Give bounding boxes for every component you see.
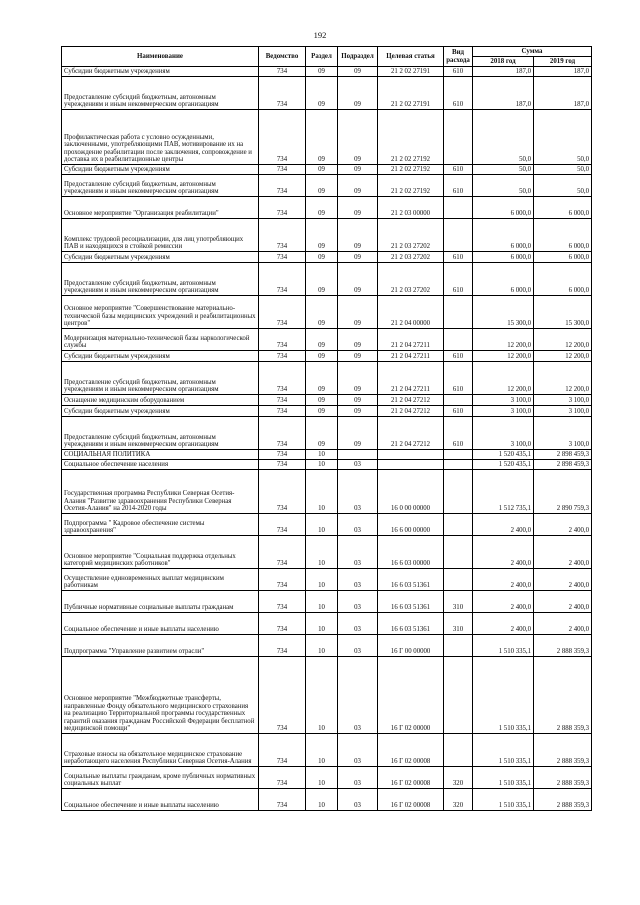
table-row bbox=[62, 470, 592, 514]
row-sum-2019: 3 100,0 bbox=[534, 406, 592, 417]
row-subsection: 09 bbox=[338, 296, 378, 329]
row-name: Социальное обеспечение и иные выплаты населению bbox=[62, 789, 259, 811]
row-expense-type bbox=[444, 514, 473, 536]
row-target-article: 16 6 03 51361 bbox=[378, 613, 444, 635]
row-target-article: 16 Г 02 00000 bbox=[378, 657, 444, 734]
row-sum-2019: 2 898 459,3 bbox=[534, 450, 592, 460]
row-expense-type bbox=[444, 329, 473, 351]
row-sum-2018: 6 000,0 bbox=[473, 197, 534, 219]
table-row bbox=[62, 263, 592, 296]
row-department: 734 bbox=[259, 197, 306, 219]
table-row bbox=[62, 329, 592, 351]
row-section: 09 bbox=[306, 252, 338, 263]
row-department: 734 bbox=[259, 470, 306, 514]
row-department: 734 bbox=[259, 67, 306, 77]
row-expense-type bbox=[444, 219, 473, 252]
row-subsection: 03 bbox=[338, 470, 378, 514]
row-sum-2019: 2 890 759,3 bbox=[534, 470, 592, 514]
row-target-article: 21 2 02 27191 bbox=[378, 77, 444, 110]
header-section: Раздел bbox=[306, 47, 338, 67]
row-sum-2018: 6 000,0 bbox=[473, 263, 534, 296]
row-sum-2018: 2 400,0 bbox=[473, 613, 534, 635]
row-name: Субсидии бюджетным учреждениям bbox=[62, 67, 259, 77]
header-department: Ведомство bbox=[259, 47, 306, 67]
header-year-2018: 2018 год bbox=[473, 57, 534, 67]
row-target-article: 16 0 00 00000 bbox=[378, 470, 444, 514]
table-row bbox=[62, 406, 592, 417]
row-expense-type: 610 bbox=[444, 406, 473, 417]
table-row bbox=[62, 362, 592, 395]
row-sum-2018: 6 000,0 bbox=[473, 219, 534, 252]
row-subsection: 09 bbox=[338, 417, 378, 450]
table-row bbox=[62, 197, 592, 219]
table-row bbox=[62, 77, 592, 110]
row-name: Государственная программа Республики Северная Осетия-Алания "Развитие здравоохранения Республики Северная Осетия-Алания" на 2014-2020 годы bbox=[62, 470, 259, 514]
row-name: Основное мероприятие "Межбюджетные трансферты, направленные Фонду обязательного медицинского страхования на реализацию Территориальной программы государственных гарантий оказания гражданам Российской Федерации бесплатной медицинской помощи" bbox=[62, 657, 259, 734]
row-section: 09 bbox=[306, 197, 338, 219]
row-department: 734 bbox=[259, 734, 306, 767]
row-name: Предоставление субсидий бюджетным, автономным учреждениям и иным некоммерческим организациям bbox=[62, 417, 259, 450]
row-name: Основное мероприятие "Организация реабилитации" bbox=[62, 197, 259, 219]
row-section: 10 bbox=[306, 591, 338, 613]
table-row bbox=[62, 165, 592, 175]
row-sum-2019: 6 000,0 bbox=[534, 197, 592, 219]
row-target-article: 21 2 02 27191 bbox=[378, 67, 444, 77]
row-name: Основное мероприятие "Социальная поддержка отдельных категорий медицинских работников" bbox=[62, 536, 259, 569]
row-sum-2018: 3 100,0 bbox=[473, 417, 534, 450]
row-expense-type bbox=[444, 635, 473, 657]
row-name: Субсидии бюджетным учреждениям bbox=[62, 351, 259, 362]
row-sum-2019: 6 000,0 bbox=[534, 219, 592, 252]
row-sum-2019: 187,0 bbox=[534, 67, 592, 77]
row-sum-2019: 2 400,0 bbox=[534, 536, 592, 569]
row-section: 09 bbox=[306, 406, 338, 417]
row-expense-type: 610 bbox=[444, 175, 473, 197]
row-subsection: 09 bbox=[338, 77, 378, 110]
row-subsection: 09 bbox=[338, 362, 378, 395]
row-target-article: 16 Г 00 00000 bbox=[378, 635, 444, 657]
row-name: Социальное обеспечение населения bbox=[62, 460, 259, 470]
row-target-article: 16 6 03 00000 bbox=[378, 536, 444, 569]
row-target-article: 21 2 02 27192 bbox=[378, 165, 444, 175]
header-sum: Сумма bbox=[473, 47, 592, 57]
row-sum-2019: 2 400,0 bbox=[534, 591, 592, 613]
row-section: 09 bbox=[306, 165, 338, 175]
row-name: Профилактическая работа с условно осужденными, заключенными, употребляющими ПАВ, мотивирование их на прохождение реабилитации после заключения, сопровождение и доставка их в реабилитационные центры bbox=[62, 110, 259, 165]
row-sum-2019: 2 888 359,3 bbox=[534, 635, 592, 657]
row-department: 734 bbox=[259, 569, 306, 591]
row-name: Модернизация материально-технической базы наркологической службы bbox=[62, 329, 259, 351]
row-expense-type bbox=[444, 395, 473, 406]
row-department: 734 bbox=[259, 613, 306, 635]
row-sum-2019: 12 200,0 bbox=[534, 329, 592, 351]
row-sum-2019: 2 400,0 bbox=[534, 613, 592, 635]
row-expense-type: 610 bbox=[444, 165, 473, 175]
row-sum-2019: 2 888 359,3 bbox=[534, 767, 592, 789]
row-department: 734 bbox=[259, 263, 306, 296]
row-sum-2019: 2 400,0 bbox=[534, 514, 592, 536]
row-department: 734 bbox=[259, 351, 306, 362]
row-sum-2018: 187,0 bbox=[473, 77, 534, 110]
table-row bbox=[62, 67, 592, 77]
row-expense-type bbox=[444, 569, 473, 591]
row-department: 734 bbox=[259, 395, 306, 406]
row-expense-type: 320 bbox=[444, 789, 473, 811]
row-expense-type: 610 bbox=[444, 417, 473, 450]
row-expense-type: 610 bbox=[444, 351, 473, 362]
row-target-article: 16 6 00 00000 bbox=[378, 514, 444, 536]
row-section: 09 bbox=[306, 296, 338, 329]
row-subsection: 03 bbox=[338, 635, 378, 657]
row-sum-2019: 50,0 bbox=[534, 165, 592, 175]
row-target-article: 21 2 03 00000 bbox=[378, 197, 444, 219]
row-name: Подпрограмма "Управление развитием отрасли" bbox=[62, 635, 259, 657]
row-target-article: 21 2 04 27211 bbox=[378, 351, 444, 362]
row-sum-2018: 12 200,0 bbox=[473, 329, 534, 351]
row-target-article: 16 Г 02 00008 bbox=[378, 767, 444, 789]
row-sum-2019: 2 898 459,3 bbox=[534, 460, 592, 470]
row-expense-type: 310 bbox=[444, 613, 473, 635]
row-section: 09 bbox=[306, 263, 338, 296]
row-expense-type: 610 bbox=[444, 252, 473, 263]
row-sum-2018: 15 300,0 bbox=[473, 296, 534, 329]
row-sum-2019: 3 100,0 bbox=[534, 395, 592, 406]
row-target-article: 21 2 02 27192 bbox=[378, 110, 444, 165]
row-section: 10 bbox=[306, 470, 338, 514]
table-row bbox=[62, 613, 592, 635]
row-section: 10 bbox=[306, 789, 338, 811]
row-sum-2019: 15 300,0 bbox=[534, 296, 592, 329]
row-subsection: 09 bbox=[338, 110, 378, 165]
row-expense-type: 320 bbox=[444, 767, 473, 789]
row-subsection: 09 bbox=[338, 197, 378, 219]
row-section: 09 bbox=[306, 219, 338, 252]
row-section: 09 bbox=[306, 67, 338, 77]
row-subsection: 03 bbox=[338, 536, 378, 569]
table-row bbox=[62, 536, 592, 569]
row-name: СОЦИАЛЬНАЯ ПОЛИТИКА bbox=[62, 450, 259, 460]
row-subsection: 03 bbox=[338, 734, 378, 767]
row-department: 734 bbox=[259, 789, 306, 811]
header-target-article: Целевая статья bbox=[378, 47, 444, 67]
row-sum-2018: 1 512 735,1 bbox=[473, 470, 534, 514]
row-target-article: 21 2 04 27211 bbox=[378, 329, 444, 351]
row-department: 734 bbox=[259, 110, 306, 165]
table-row bbox=[62, 252, 592, 263]
row-subsection: 03 bbox=[338, 514, 378, 536]
row-sum-2019: 6 000,0 bbox=[534, 263, 592, 296]
row-name: Субсидии бюджетным учреждениям bbox=[62, 165, 259, 175]
row-department: 734 bbox=[259, 767, 306, 789]
row-target-article: 21 2 03 27202 bbox=[378, 252, 444, 263]
row-sum-2018: 50,0 bbox=[473, 165, 534, 175]
row-target-article: 16 6 03 51361 bbox=[378, 591, 444, 613]
row-section: 10 bbox=[306, 635, 338, 657]
row-department: 734 bbox=[259, 460, 306, 470]
row-section: 09 bbox=[306, 329, 338, 351]
row-name: Предоставление субсидий бюджетным, автономным учреждениям и иным некоммерческим организациям bbox=[62, 77, 259, 110]
row-subsection: 09 bbox=[338, 165, 378, 175]
row-expense-type bbox=[444, 470, 473, 514]
row-section: 09 bbox=[306, 351, 338, 362]
table-row bbox=[62, 734, 592, 767]
row-department: 734 bbox=[259, 635, 306, 657]
row-subsection: 09 bbox=[338, 329, 378, 351]
row-target-article bbox=[378, 460, 444, 470]
row-section: 09 bbox=[306, 77, 338, 110]
table-header bbox=[62, 47, 592, 67]
row-name: Предоставление субсидий бюджетным, автономным учреждениям и иным некоммерческим организациям bbox=[62, 362, 259, 395]
row-section: 09 bbox=[306, 362, 338, 395]
row-name: Социальные выплаты гражданам, кроме публичных нормативных социальных выплат bbox=[62, 767, 259, 789]
row-department: 734 bbox=[259, 657, 306, 734]
row-sum-2019: 2 888 359,3 bbox=[534, 734, 592, 767]
row-sum-2019: 3 100,0 bbox=[534, 417, 592, 450]
row-department: 734 bbox=[259, 219, 306, 252]
row-department: 734 bbox=[259, 296, 306, 329]
row-sum-2019: 12 200,0 bbox=[534, 351, 592, 362]
row-name: Субсидии бюджетным учреждениям bbox=[62, 252, 259, 263]
row-sum-2019: 6 000,0 bbox=[534, 252, 592, 263]
row-sum-2018: 50,0 bbox=[473, 110, 534, 165]
row-section: 09 bbox=[306, 417, 338, 450]
row-sum-2018: 1 520 435,1 bbox=[473, 460, 534, 470]
row-subsection: 09 bbox=[338, 351, 378, 362]
row-subsection: 09 bbox=[338, 67, 378, 77]
row-expense-type bbox=[444, 296, 473, 329]
row-section: 10 bbox=[306, 569, 338, 591]
row-target-article: 16 Г 02 00008 bbox=[378, 789, 444, 811]
table-row bbox=[62, 219, 592, 252]
row-expense-type bbox=[444, 460, 473, 470]
row-section: 10 bbox=[306, 536, 338, 569]
row-section: 10 bbox=[306, 460, 338, 470]
row-sum-2018: 1 510 335,1 bbox=[473, 767, 534, 789]
row-name: Предоставление субсидий бюджетным, автономным учреждениям и иным некоммерческим организациям bbox=[62, 175, 259, 197]
row-name: Комплекс трудовой ресоциализации, для лиц употребляющих ПАВ и находящихся в стойкой ремиссии bbox=[62, 219, 259, 252]
row-sum-2018: 1 510 335,1 bbox=[473, 635, 534, 657]
table-row bbox=[62, 767, 592, 789]
row-section: 10 bbox=[306, 767, 338, 789]
row-section: 09 bbox=[306, 110, 338, 165]
row-expense-type bbox=[444, 110, 473, 165]
row-expense-type: 610 bbox=[444, 362, 473, 395]
row-target-article: 21 2 04 27212 bbox=[378, 406, 444, 417]
row-sum-2019: 2 400,0 bbox=[534, 569, 592, 591]
row-department: 734 bbox=[259, 450, 306, 460]
row-sum-2018: 1 510 335,1 bbox=[473, 734, 534, 767]
table-row bbox=[62, 351, 592, 362]
table-row bbox=[62, 591, 592, 613]
row-sum-2018: 1 510 335,1 bbox=[473, 789, 534, 811]
row-sum-2019: 187,0 bbox=[534, 77, 592, 110]
budget-table bbox=[61, 46, 592, 811]
row-name: Страховые взносы на обязательное медицинское страхование неработающего населения Республики Северная Осетия-Алания bbox=[62, 734, 259, 767]
row-subsection: 09 bbox=[338, 395, 378, 406]
row-target-article: 21 2 03 27202 bbox=[378, 219, 444, 252]
row-department: 734 bbox=[259, 514, 306, 536]
row-department: 734 bbox=[259, 591, 306, 613]
row-expense-type: 610 bbox=[444, 263, 473, 296]
row-name: Основное мероприятие "Совершенствование материально-технической базы медицинских учреждений и реабилитационных центров" bbox=[62, 296, 259, 329]
row-subsection: 09 bbox=[338, 252, 378, 263]
row-department: 734 bbox=[259, 252, 306, 263]
row-sum-2018: 187,0 bbox=[473, 67, 534, 77]
header-expense-type: Вид расхода bbox=[444, 47, 473, 67]
table-body bbox=[62, 67, 592, 811]
row-department: 734 bbox=[259, 329, 306, 351]
row-section: 09 bbox=[306, 175, 338, 197]
row-target-article: 21 2 03 27202 bbox=[378, 263, 444, 296]
row-target-article: 21 2 04 27212 bbox=[378, 395, 444, 406]
row-target-article: 21 2 04 00000 bbox=[378, 296, 444, 329]
row-section: 09 bbox=[306, 395, 338, 406]
row-section: 10 bbox=[306, 613, 338, 635]
row-section: 10 bbox=[306, 514, 338, 536]
row-sum-2019: 2 888 359,3 bbox=[534, 789, 592, 811]
table-row bbox=[62, 395, 592, 406]
table-row bbox=[62, 110, 592, 165]
row-sum-2018: 12 200,0 bbox=[473, 362, 534, 395]
header-subsection: Подраздел bbox=[338, 47, 378, 67]
row-section: 10 bbox=[306, 657, 338, 734]
table-row bbox=[62, 417, 592, 450]
row-target-article: 21 2 04 27212 bbox=[378, 417, 444, 450]
row-name: Осуществление единовременных выплат медицинским работникам bbox=[62, 569, 259, 591]
row-subsection: 03 bbox=[338, 569, 378, 591]
row-subsection: 09 bbox=[338, 406, 378, 417]
table-row bbox=[62, 635, 592, 657]
row-department: 734 bbox=[259, 77, 306, 110]
row-expense-type: 610 bbox=[444, 77, 473, 110]
row-subsection: 03 bbox=[338, 657, 378, 734]
header-year-2019: 2019 год bbox=[534, 57, 592, 67]
row-department: 734 bbox=[259, 406, 306, 417]
row-sum-2018: 2 400,0 bbox=[473, 591, 534, 613]
row-subsection: 03 bbox=[338, 789, 378, 811]
row-sum-2018: 3 100,0 bbox=[473, 406, 534, 417]
row-sum-2019: 2 888 359,3 bbox=[534, 657, 592, 734]
row-subsection: 03 bbox=[338, 591, 378, 613]
row-subsection: 09 bbox=[338, 263, 378, 296]
row-expense-type bbox=[444, 734, 473, 767]
row-name: Субсидии бюджетным учреждениям bbox=[62, 406, 259, 417]
row-subsection: 03 bbox=[338, 613, 378, 635]
row-expense-type bbox=[444, 657, 473, 734]
row-sum-2019: 50,0 bbox=[534, 110, 592, 165]
table-row bbox=[62, 657, 592, 734]
table-row bbox=[62, 514, 592, 536]
row-department: 734 bbox=[259, 417, 306, 450]
row-section: 10 bbox=[306, 734, 338, 767]
header-name: Наименование bbox=[62, 47, 259, 67]
row-sum-2019: 50,0 bbox=[534, 175, 592, 197]
row-sum-2018: 1 520 435,1 bbox=[473, 450, 534, 460]
row-subsection: 03 bbox=[338, 767, 378, 789]
table-row bbox=[62, 460, 592, 470]
row-subsection bbox=[338, 450, 378, 460]
row-target-article: 16 Г 02 00008 bbox=[378, 734, 444, 767]
row-sum-2018: 1 510 335,1 bbox=[473, 657, 534, 734]
row-subsection: 03 bbox=[338, 460, 378, 470]
table-row bbox=[62, 789, 592, 811]
row-expense-type: 310 bbox=[444, 591, 473, 613]
row-name: Подпрограмма " Кадровое обеспечение системы здравоохранения" bbox=[62, 514, 259, 536]
row-sum-2018: 2 400,0 bbox=[473, 569, 534, 591]
row-sum-2018: 2 400,0 bbox=[473, 536, 534, 569]
table-row bbox=[62, 569, 592, 591]
table-row bbox=[62, 296, 592, 329]
row-sum-2019: 12 200,0 bbox=[534, 362, 592, 395]
row-sum-2018: 2 400,0 bbox=[473, 514, 534, 536]
table-row bbox=[62, 450, 592, 460]
row-name: Предоставление субсидий бюджетным, автономным учреждениям и иным некоммерческим организациям bbox=[62, 263, 259, 296]
row-target-article: 21 2 02 27192 bbox=[378, 175, 444, 197]
row-section: 10 bbox=[306, 450, 338, 460]
row-sum-2018: 50,0 bbox=[473, 175, 534, 197]
row-expense-type bbox=[444, 536, 473, 569]
row-expense-type bbox=[444, 197, 473, 219]
row-target-article: 21 2 04 27211 bbox=[378, 362, 444, 395]
row-target-article: 16 6 03 51361 bbox=[378, 569, 444, 591]
row-department: 734 bbox=[259, 165, 306, 175]
row-expense-type bbox=[444, 450, 473, 460]
row-target-article bbox=[378, 450, 444, 460]
row-expense-type: 610 bbox=[444, 67, 473, 77]
table-row bbox=[62, 175, 592, 197]
page-number: 192 bbox=[313, 30, 327, 40]
row-sum-2018: 12 200,0 bbox=[473, 351, 534, 362]
row-subsection: 09 bbox=[338, 175, 378, 197]
row-subsection: 09 bbox=[338, 219, 378, 252]
row-department: 734 bbox=[259, 536, 306, 569]
row-department: 734 bbox=[259, 175, 306, 197]
row-sum-2018: 3 100,0 bbox=[473, 395, 534, 406]
row-department: 734 bbox=[259, 362, 306, 395]
row-name: Социальное обеспечение и иные выплаты населению bbox=[62, 613, 259, 635]
row-name: Оснащение медицинским оборудованием bbox=[62, 395, 259, 406]
row-sum-2018: 6 000,0 bbox=[473, 252, 534, 263]
row-name: Публичные нормативные социальные выплаты гражданам bbox=[62, 591, 259, 613]
